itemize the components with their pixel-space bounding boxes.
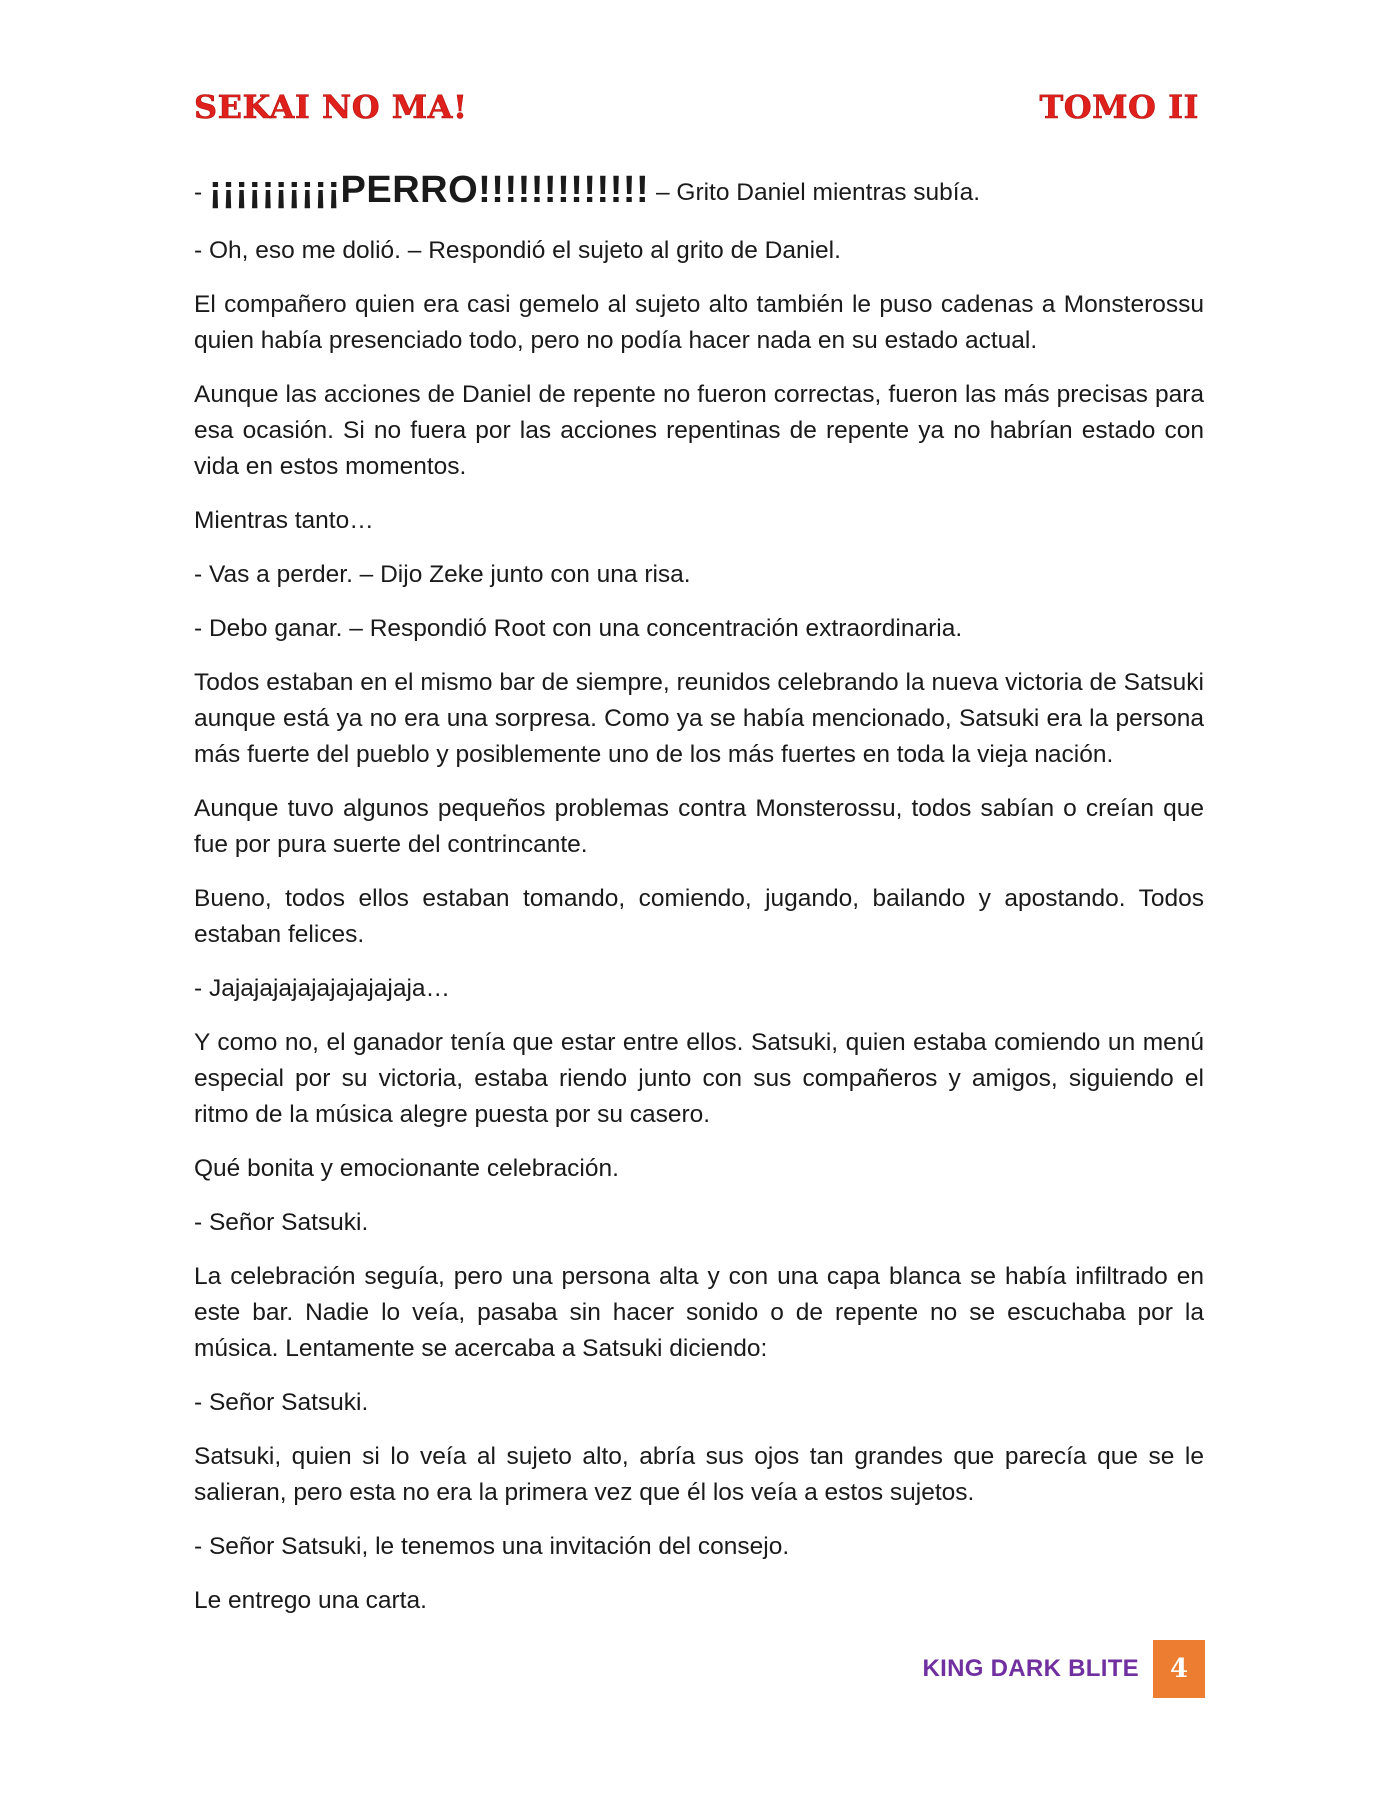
shout-prefix: -	[194, 179, 209, 206]
paragraph: Le entrego una carta.	[194, 1587, 427, 1614]
paragraph: Satsuki, quien si lo veía al sujeto alto, abría sus ojos tan grandes que parecía que se le salieran, pero esta no era la primera vez que él los veía a estos sujetos.	[194, 1443, 1204, 1506]
paragraph: Y como no, el ganador tenía que estar entre ellos. Satsuki, quien estaba comiendo un menú especial por su victoria, estaba riendo junto con sus compañeros y amigos, siguiendo el ritmo de la música alegre puesta por su casero.	[194, 1029, 1204, 1128]
author-name: KING DARK BLITE	[922, 1655, 1139, 1682]
shout-paragraph	[194, 169, 1204, 211]
paragraph: Aunque las acciones de Daniel de repente no fueron correctas, fueron las más precisas para esa ocasión. Si no fuera por las acciones repentinas de repente ya no habrían estado con vida en estos momentos.	[194, 381, 1204, 480]
paragraph: Bueno, todos ellos estaban tomando, comiendo, jugando, bailando y apostando. Todos estaban felices.	[194, 885, 1204, 948]
paragraph: Todos estaban en el mismo bar de siempre, reunidos celebrando la nueva victoria de Satsuki aunque está ya no era una sorpresa. Como ya se había mencionado, Satsuki era la persona más fuerte del pueblo y posiblemente uno de los más fuertes en toda la vieja nación.	[194, 669, 1204, 768]
header-volume: TOMO II	[1039, 88, 1199, 126]
paragraph: Aunque tuvo algunos pequeños problemas contra Monsterossu, todos sabían o creían que fue por pura suerte del contrincante.	[194, 795, 1204, 858]
paragraph: - Señor Satsuki.	[194, 1389, 369, 1416]
paragraph: - Oh, eso me dolió. – Respondió el sujeto al grito de Daniel.	[194, 237, 841, 264]
paragraph: - Debo ganar. – Respondió Root con una concentración extraordinaria.	[194, 615, 963, 642]
paragraph: El compañero quien era casi gemelo al sujeto alto también le puso cadenas a Monsterossu quien había presenciado todo, pero no podía hacer nada en su estado actual.	[194, 291, 1204, 354]
paragraph: - Jajajajajajajajajajaja…	[194, 975, 451, 1002]
body-text	[194, 169, 1204, 1637]
paragraph: Qué bonita y emocionante celebración.	[194, 1155, 619, 1182]
page-footer	[923, 1640, 1206, 1698]
shout-text: ¡¡¡¡¡¡¡¡¡¡PERRO!!!!!!!!!!!!!	[208, 169, 650, 211]
shout-suffix: – Grito Daniel mientras subía.	[649, 179, 981, 206]
paragraph: - Vas a perder. – Dijo Zeke junto con una risa.	[194, 561, 691, 588]
paragraph: - Señor Satsuki.	[194, 1209, 369, 1236]
page-number-badge: 4	[1153, 1640, 1205, 1698]
header-title: SEKAI NO MA!	[194, 88, 468, 126]
paragraph: La celebración seguía, pero una persona alta y con una capa blanca se había infiltrado en este bar. Nadie lo veía, pasaba sin hacer sonido o de repente no se escuchaba por la música. Lentamente se acercaba a Satsuki diciendo:	[194, 1263, 1204, 1362]
paragraph: Mientras tanto…	[194, 507, 374, 534]
paragraph: - Señor Satsuki, le tenemos una invitación del consejo.	[194, 1533, 790, 1560]
